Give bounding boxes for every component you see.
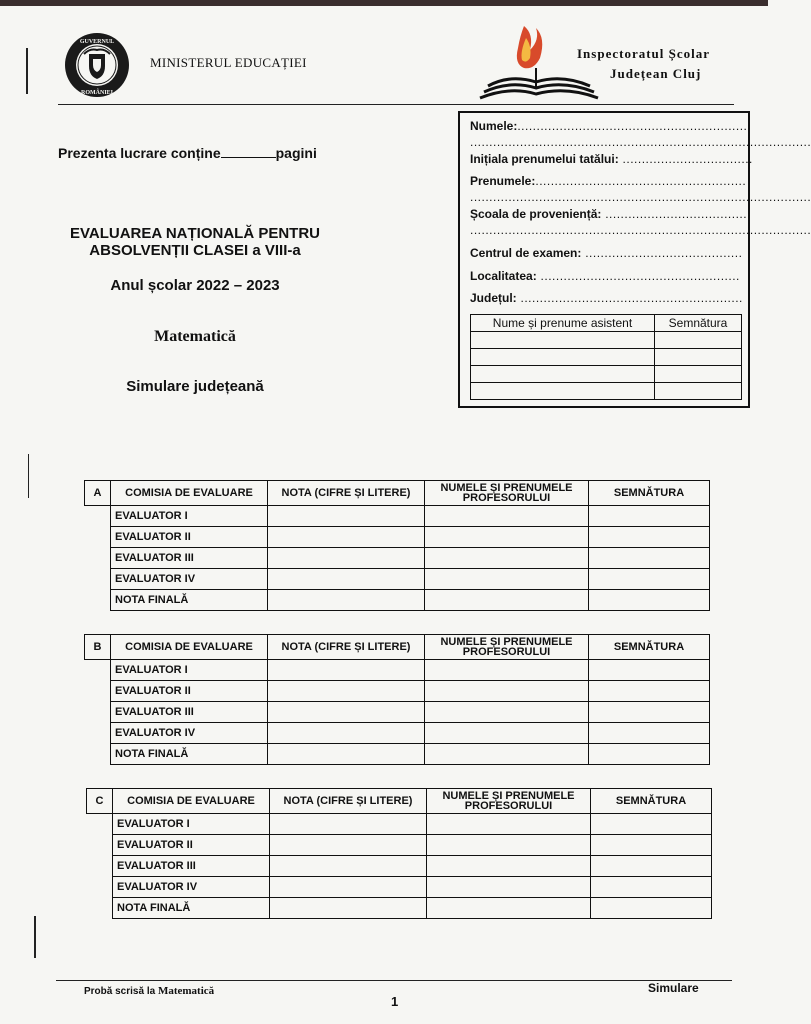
grade-cell[interactable] — [270, 835, 427, 856]
row-spacer — [85, 527, 111, 548]
row-spacer — [85, 681, 111, 702]
government-seal-logo — [62, 32, 132, 98]
table-letter: B — [85, 635, 111, 660]
evaluation-table-a — [84, 480, 710, 611]
teacher-cell[interactable] — [425, 548, 589, 569]
signature-cell[interactable] — [589, 569, 710, 590]
grade-cell[interactable] — [268, 506, 425, 527]
field-prenumele[interactable]: Prenumele:....................................................... — [470, 174, 747, 188]
signature-cell[interactable] — [589, 702, 710, 723]
grade-cell[interactable] — [268, 569, 425, 590]
pages-blank[interactable] — [221, 145, 276, 158]
assistant-cell[interactable] — [471, 349, 655, 366]
top-edge — [0, 0, 768, 6]
assistant-cell[interactable] — [471, 366, 655, 383]
table-row — [85, 506, 710, 527]
table-row — [85, 590, 710, 611]
grade-cell[interactable] — [268, 548, 425, 569]
teacher-cell[interactable] — [425, 506, 589, 527]
signature-cell[interactable] — [589, 723, 710, 744]
row-spacer — [85, 506, 111, 527]
table-row — [85, 527, 710, 548]
evaluator-label: EVALUATOR III — [111, 548, 268, 569]
isj-line-1: Inspectoratul Școlar — [577, 46, 711, 61]
teacher-cell[interactable] — [425, 527, 589, 548]
signature-cell[interactable] — [589, 681, 710, 702]
evaluator-label: EVALUATOR III — [113, 856, 270, 877]
teacher-cell[interactable] — [425, 660, 589, 681]
table-row — [85, 681, 710, 702]
signature-cell[interactable] — [591, 877, 712, 898]
assistant-cell[interactable] — [471, 383, 655, 400]
grade-cell[interactable] — [268, 744, 425, 765]
initiala-label: Inițiala prenumelui tatălui: — [470, 152, 619, 166]
header-divider — [58, 104, 734, 105]
header-signature: SEMNĂTURA — [591, 789, 712, 814]
evaluator-label: NOTA FINALĂ — [111, 590, 268, 611]
title-line-2: ABSOLVENȚII CLASEI a VIII-a — [89, 242, 301, 259]
table-letter: A — [85, 481, 111, 506]
isj-name — [577, 44, 710, 84]
field-judetul[interactable]: Județul: .......................................................... — [470, 291, 743, 305]
margin-mark — [26, 48, 28, 94]
evaluator-label: NOTA FINALĂ — [111, 744, 268, 765]
field-numele-cont[interactable]: ......................................................................................... — [470, 135, 811, 149]
footer-session: Simulare — [648, 981, 699, 995]
table-row — [87, 877, 712, 898]
svg-text:ROMÂNIEI: ROMÂNIEI — [80, 90, 114, 96]
header-grade: NOTA (CIFRE ȘI LITERE) — [270, 789, 427, 814]
header-teacher: NUMELE ȘI PRENUMELE PROFESORULUI — [427, 789, 591, 814]
header-grade: NOTA (CIFRE ȘI LITERE) — [268, 481, 425, 506]
grade-cell[interactable] — [268, 681, 425, 702]
numele-label: Numele: — [470, 119, 518, 133]
ministry-name: MINISTERUL EDUCAȚIEI — [150, 55, 307, 70]
grade-cell[interactable] — [268, 660, 425, 681]
field-prenumele-cont[interactable]: ......................................................................................... — [470, 190, 811, 204]
row-spacer — [85, 744, 111, 765]
signature-cell[interactable] — [591, 835, 712, 856]
teacher-cell[interactable] — [425, 723, 589, 744]
table-row — [85, 548, 710, 569]
assistant-name-header: Nume și prenume asistent — [471, 315, 655, 332]
row-spacer — [85, 723, 111, 744]
evaluator-label: EVALUATOR I — [111, 506, 268, 527]
teacher-cell[interactable] — [427, 856, 591, 877]
footer-exam-label — [84, 985, 214, 997]
header-commission: COMISIA DE EVALUARE — [111, 635, 268, 660]
evaluation-table-c — [86, 788, 712, 919]
prenumele-label: Prenumele: — [470, 174, 536, 188]
judetul-label: Județul: — [470, 291, 517, 305]
grade-cell[interactable] — [270, 898, 427, 919]
pages-count-line — [58, 145, 317, 161]
signature-cell[interactable] — [589, 506, 710, 527]
evaluator-label: EVALUATOR I — [111, 660, 268, 681]
table-row — [85, 744, 710, 765]
table-row — [87, 835, 712, 856]
teacher-cell[interactable] — [425, 569, 589, 590]
teacher-cell[interactable] — [425, 702, 589, 723]
evaluator-label: EVALUATOR IV — [113, 877, 270, 898]
row-spacer — [85, 569, 111, 590]
title-line-1: EVALUAREA NAȚIONALĂ PENTRU — [70, 225, 320, 242]
exam-title — [40, 225, 350, 259]
grade-cell[interactable] — [268, 723, 425, 744]
header-commission: COMISIA DE EVALUARE — [111, 481, 268, 506]
assistant-signature-header: Semnătura — [655, 315, 742, 332]
evaluator-label: NOTA FINALĂ — [113, 898, 270, 919]
field-scoala-cont[interactable]: ......................................................................................... — [470, 223, 811, 237]
page-number: 1 — [391, 994, 399, 1009]
row-spacer — [87, 814, 113, 835]
header-teacher: NUMELE ȘI PRENUMELE PROFESORULUI — [425, 635, 589, 660]
row-spacer — [85, 660, 111, 681]
header-grade: NOTA (CIFRE ȘI LITERE) — [268, 635, 425, 660]
field-centru[interactable]: Centrul de examen: ......................................... — [470, 246, 743, 260]
signature-cell[interactable] — [589, 527, 710, 548]
signature-cell[interactable] — [589, 660, 710, 681]
subject-title: Matematică — [154, 328, 236, 345]
teacher-cell[interactable] — [425, 590, 589, 611]
margin-mark — [28, 454, 29, 498]
row-spacer — [87, 877, 113, 898]
table-row — [87, 898, 712, 919]
table-row — [87, 856, 712, 877]
row-spacer — [85, 702, 111, 723]
localitatea-label: Localitatea: — [470, 269, 537, 283]
row-spacer — [87, 898, 113, 919]
signature-cell[interactable] — [589, 744, 710, 765]
grade-cell[interactable] — [268, 702, 425, 723]
row-spacer — [85, 548, 111, 569]
row-spacer — [87, 835, 113, 856]
assistant-table — [470, 314, 742, 400]
signature-cell[interactable] — [591, 856, 712, 877]
evaluator-label: EVALUATOR II — [113, 835, 270, 856]
candidate-id-box — [458, 111, 811, 408]
pages-prefix: Prezenta lucrare conține — [58, 145, 221, 161]
teacher-cell[interactable] — [425, 681, 589, 702]
field-localitatea[interactable]: Localitatea: .................................................... — [470, 269, 740, 283]
evaluator-label: EVALUATOR IV — [111, 569, 268, 590]
teacher-cell[interactable] — [427, 835, 591, 856]
table-row — [87, 814, 712, 835]
signature-cell[interactable] — [589, 548, 710, 569]
school-year: Anul școlar 2022 – 2023 — [110, 277, 280, 294]
header-teacher: NUMELE ȘI PRENUMELE PROFESORULUI — [425, 481, 589, 506]
assistant-cell[interactable] — [471, 332, 655, 349]
assistant-cell[interactable] — [655, 366, 742, 383]
assistant-cell[interactable] — [655, 349, 742, 366]
table-row — [85, 723, 710, 744]
evaluator-label: EVALUATOR IV — [111, 723, 268, 744]
footer-divider — [56, 980, 732, 981]
teacher-cell[interactable] — [425, 744, 589, 765]
signature-cell[interactable] — [591, 898, 712, 919]
teacher-cell[interactable] — [427, 898, 591, 919]
grade-cell[interactable] — [270, 856, 427, 877]
table-row — [85, 569, 710, 590]
seal-lettering: GUVERNUL — [79, 39, 115, 45]
field-scoala[interactable]: Școala de proveniență: ...................................... — [470, 207, 751, 221]
session-title: Simulare județeană — [126, 378, 264, 395]
signature-cell[interactable] — [591, 814, 712, 835]
table-row — [85, 660, 710, 681]
teacher-cell[interactable] — [427, 877, 591, 898]
assistant-cell[interactable] — [655, 383, 742, 400]
row-spacer — [85, 590, 111, 611]
evaluator-label: EVALUATOR II — [111, 527, 268, 548]
evaluator-label: EVALUATOR III — [111, 702, 268, 723]
signature-cell[interactable] — [589, 590, 710, 611]
footer-prefix: Probă scrisă la — [84, 986, 156, 997]
scoala-label: Școala de proveniență: — [470, 207, 602, 221]
centru-label: Centrul de examen: — [470, 246, 582, 260]
teacher-cell[interactable] — [427, 814, 591, 835]
field-numele[interactable]: Numele:............................................................. — [470, 119, 752, 133]
grade-cell[interactable] — [268, 590, 425, 611]
isj-line-2: Județean Cluj — [610, 66, 702, 81]
pages-suffix: pagini — [275, 145, 317, 161]
row-spacer — [87, 856, 113, 877]
grade-cell[interactable] — [268, 527, 425, 548]
header-commission: COMISIA DE EVALUARE — [113, 789, 270, 814]
header-signature: SEMNĂTURA — [589, 635, 710, 660]
grade-cell[interactable] — [270, 877, 427, 898]
header-signature: SEMNĂTURA — [589, 481, 710, 506]
footer-subject: Matematică — [157, 985, 215, 997]
evaluation-table-b — [84, 634, 710, 765]
margin-mark — [34, 916, 36, 958]
assistant-cell[interactable] — [655, 332, 742, 349]
table-row — [85, 702, 710, 723]
table-letter: C — [87, 789, 113, 814]
evaluator-label: EVALUATOR I — [113, 814, 270, 835]
grade-cell[interactable] — [270, 814, 427, 835]
field-initiala[interactable]: Inițiala prenumelui tatălui: .................................. — [470, 152, 753, 166]
evaluator-label: EVALUATOR II — [111, 681, 268, 702]
